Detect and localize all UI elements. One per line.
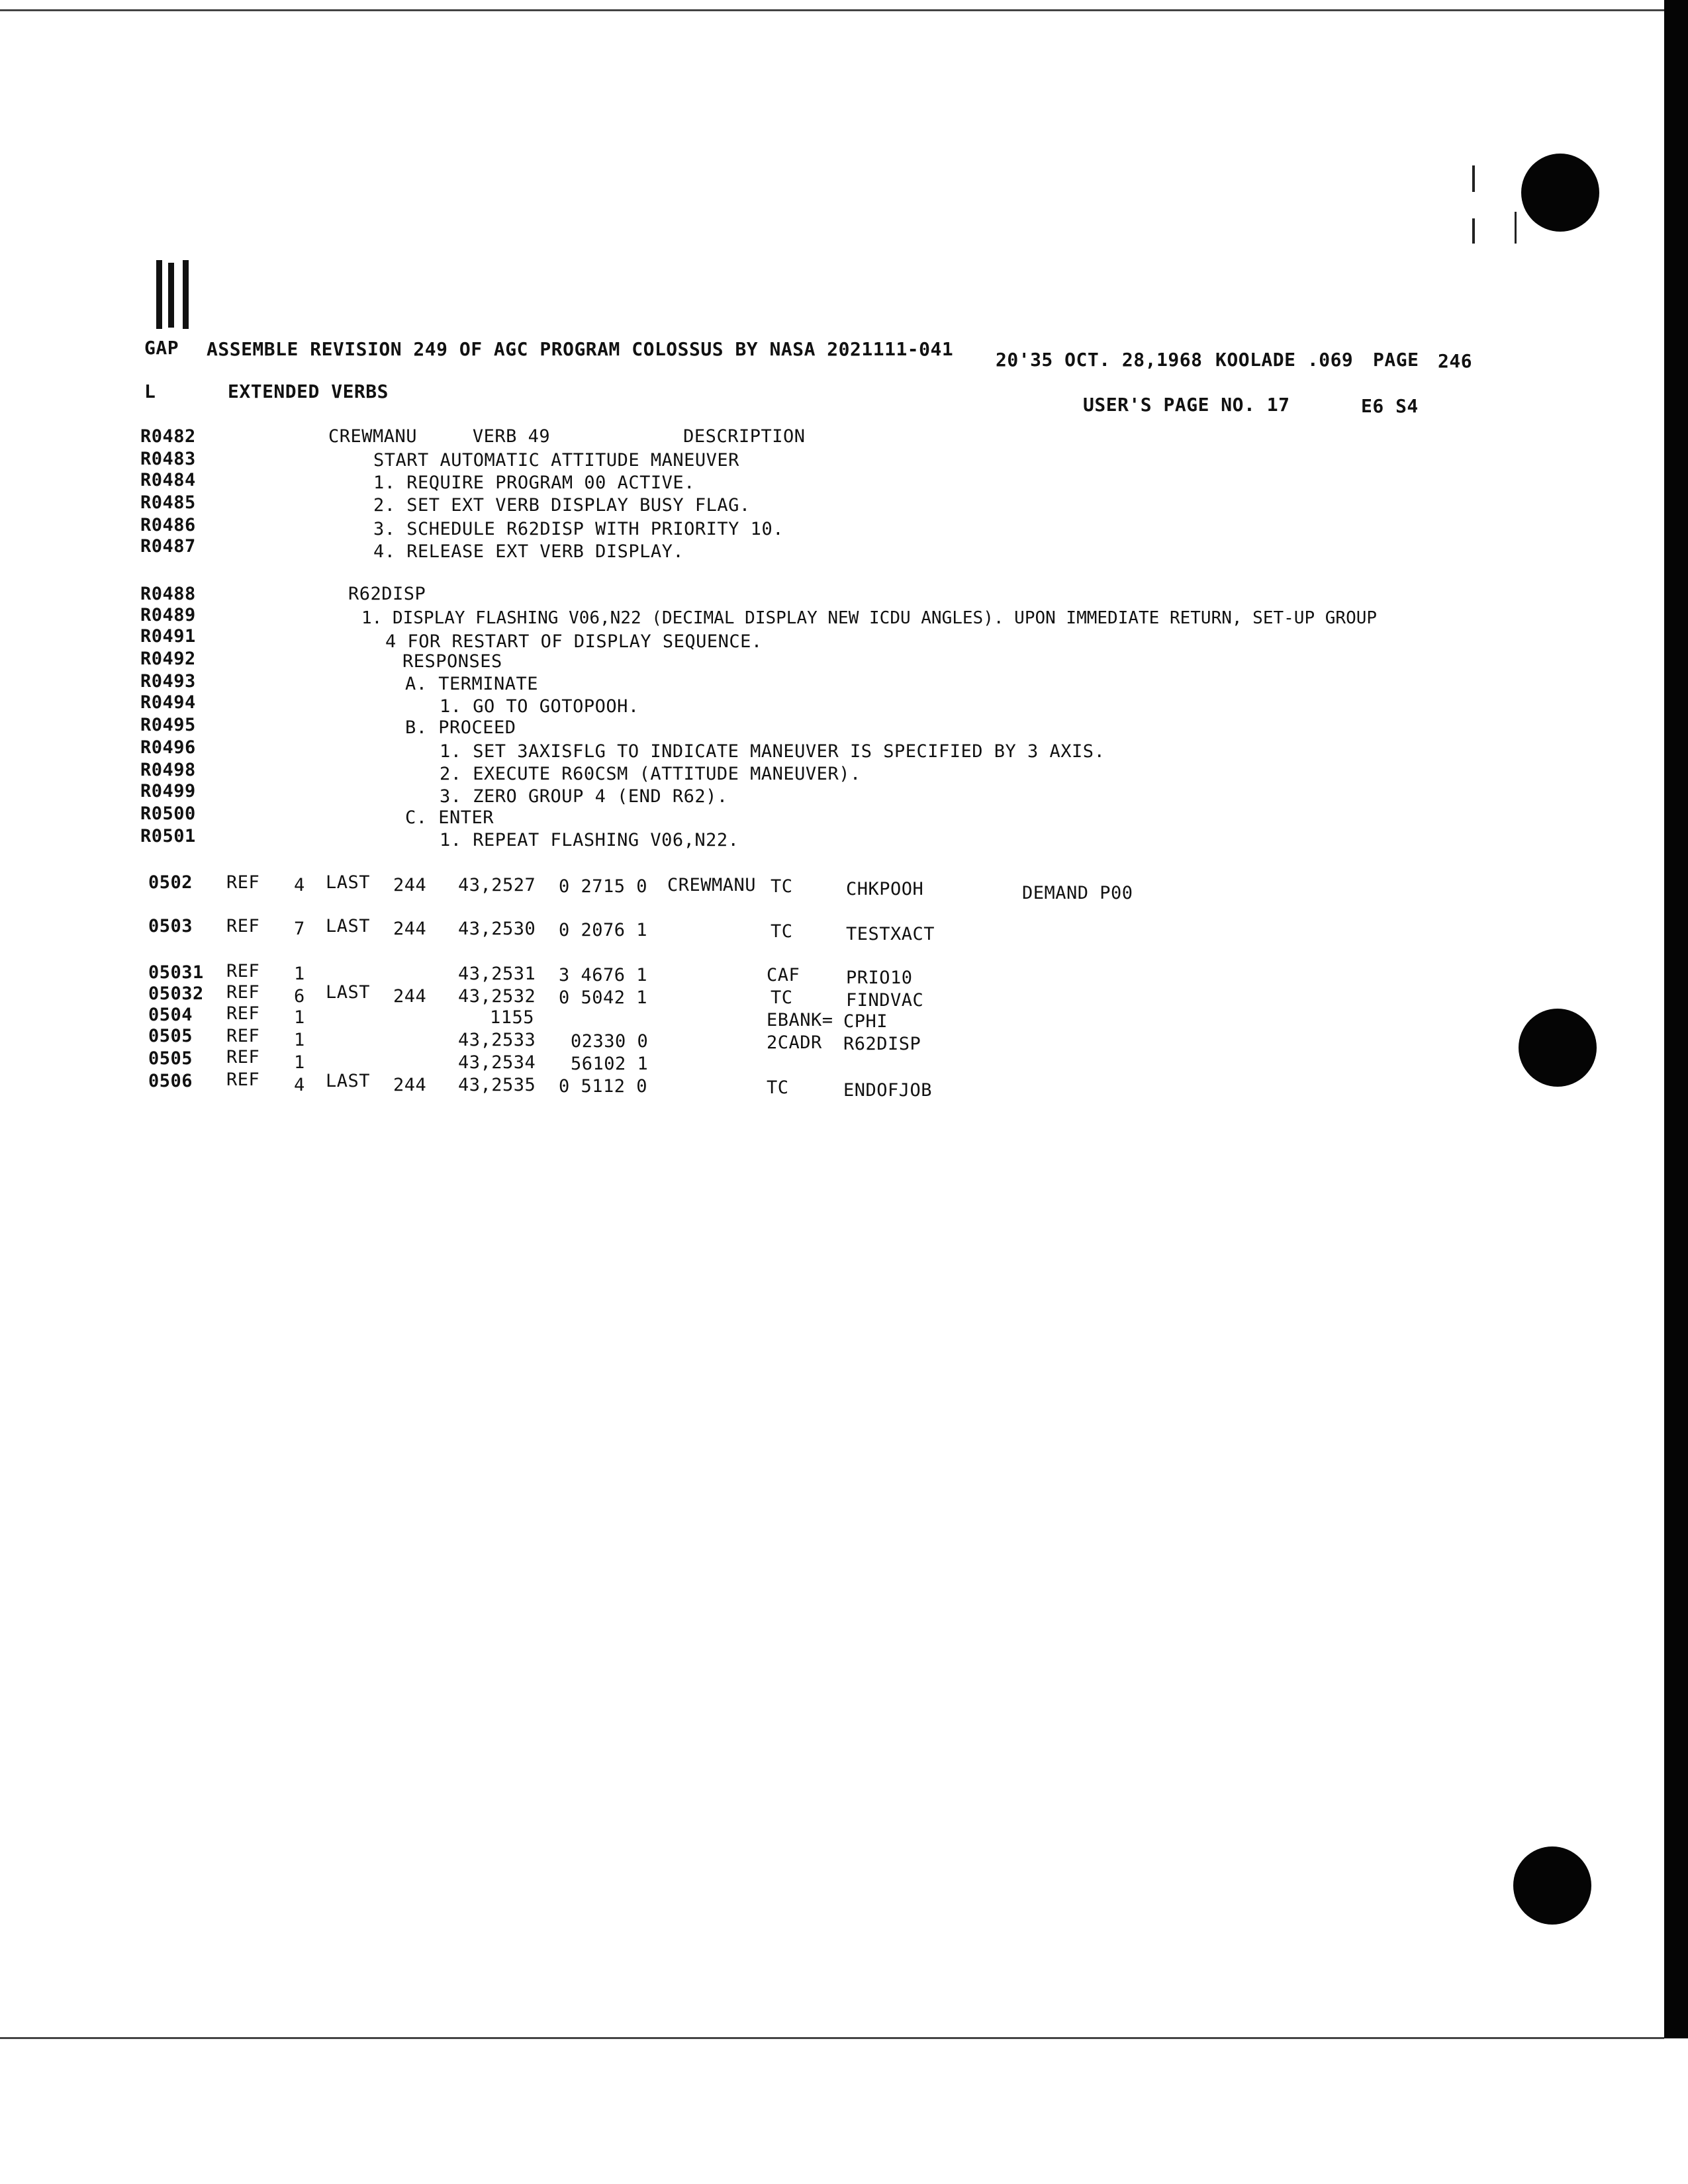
last-flag: LAST — [326, 872, 371, 893]
line-id: R0496 — [140, 737, 196, 758]
section-marker: L — [144, 381, 156, 402]
opcode: TC — [771, 921, 793, 942]
address: 43,2533 — [458, 1030, 536, 1050]
comment-text: 1. GO TO GOTOPOOH. — [440, 696, 639, 717]
line-number: 0505 — [148, 1048, 193, 1069]
line-number: 0502 — [148, 872, 193, 893]
header-page-number: 246 — [1438, 350, 1473, 372]
comment-text: 1. REQUIRE PROGRAM 00 ACTIVE. — [373, 473, 695, 493]
ref-count: 4 — [294, 875, 305, 895]
last-page: 244 — [393, 919, 427, 939]
ref-count: 1 — [294, 964, 305, 984]
ref-flag: REF — [226, 1047, 260, 1068]
address: 43,2531 — [458, 964, 536, 984]
scan-right-edge — [1664, 0, 1688, 2038]
octal-word: 02330 0 — [571, 1031, 649, 1052]
last-flag: LAST — [326, 982, 371, 1003]
opcode: TC — [771, 987, 793, 1008]
comment-text: 2. SET EXT VERB DISPLAY BUSY FLAG. — [373, 495, 751, 516]
punch-hole-icon — [1519, 1009, 1597, 1087]
page-title: ASSEMBLE REVISION 249 OF AGC PROGRAM COLOSSUS BY NASA 2021111-041 — [207, 338, 954, 360]
last-page: 244 — [393, 986, 427, 1007]
operand: TESTXACT — [846, 924, 935, 944]
ref-flag: REF — [226, 1026, 260, 1046]
comment-text: CREWMANU VERB 49 DESCRIPTION — [328, 426, 806, 447]
line-id: R0489 — [140, 605, 196, 625]
octal-word: 0 2715 0 — [559, 876, 648, 897]
line-number: 0505 — [148, 1026, 193, 1046]
octal-word: 0 5042 1 — [559, 987, 648, 1008]
ref-flag: REF — [226, 1003, 260, 1024]
punch-hole-icon — [1513, 1846, 1591, 1925]
line-id: R0491 — [140, 626, 196, 647]
octal-word: 3 4676 1 — [559, 965, 648, 985]
code-label: CREWMANU — [667, 875, 757, 895]
comment-text: 2. EXECUTE R60CSM (ATTITUDE MANEUVER). — [440, 764, 861, 784]
operand: ENDOFJOB — [843, 1080, 933, 1101]
header-code: E6 S4 — [1361, 395, 1419, 417]
line-number: 0504 — [148, 1005, 193, 1025]
line-id: R0501 — [140, 826, 196, 846]
line-number: 05031 — [148, 962, 204, 983]
octal-word: 56102 1 — [571, 1054, 649, 1074]
comment-text: A. TERMINATE — [405, 674, 539, 694]
line-id: R0486 — [140, 515, 196, 535]
section-title: EXTENDED VERBS — [228, 381, 389, 402]
line-id: R0483 — [140, 449, 196, 469]
line-id: R0487 — [140, 536, 196, 557]
line-id: R0485 — [140, 492, 196, 513]
ref-flag: REF — [226, 982, 260, 1003]
ref-flag: REF — [226, 1069, 260, 1090]
comment-text: 4 FOR RESTART OF DISPLAY SEQUENCE. — [385, 631, 763, 652]
comment-text: 1. SET 3AXISFLG TO INDICATE MANEUVER IS SPECIFIED BY 3 AXIS. — [440, 741, 1105, 762]
line-id: R0494 — [140, 692, 196, 713]
operand: CPHI — [843, 1011, 888, 1032]
comment-text: RESPONSES — [402, 651, 502, 672]
comment-text: 3. ZERO GROUP 4 (END R62). — [440, 786, 728, 807]
comment-text: START AUTOMATIC ATTITUDE MANEUVER — [373, 450, 739, 471]
last-page: 244 — [393, 1075, 427, 1095]
line-id: R0500 — [140, 803, 196, 824]
scan-top-edge — [0, 9, 1664, 11]
binder-marks-icon — [151, 260, 195, 332]
line-id: R0484 — [140, 470, 196, 490]
margin-mark — [1515, 212, 1517, 244]
scan-bottom-edge — [0, 2037, 1664, 2039]
comment-text: R62DISP — [348, 584, 426, 604]
line-id: R0488 — [140, 584, 196, 604]
margin-mark — [1472, 165, 1475, 192]
ref-count: 4 — [294, 1075, 305, 1095]
operand: R62DISP — [843, 1034, 921, 1054]
ref-flag: REF — [226, 916, 260, 936]
header-user: KOOLADE .069 — [1215, 349, 1354, 371]
ref-count: 7 — [294, 919, 305, 939]
opcode: TC — [771, 876, 793, 897]
margin-mark — [1472, 218, 1475, 244]
lower-margin — [0, 2040, 1688, 2184]
address: 43,2527 — [458, 875, 536, 895]
line-id: R0482 — [140, 426, 196, 447]
octal-word: 0 5112 0 — [559, 1076, 648, 1097]
ref-flag: REF — [226, 872, 260, 893]
ref-count: 1 — [294, 1030, 305, 1050]
ref-count: 1 — [294, 1007, 305, 1028]
line-id: R0495 — [140, 715, 196, 735]
header-page-label: PAGE — [1373, 349, 1419, 371]
ref-count: 6 — [294, 986, 305, 1007]
opcode: 2CADR — [767, 1032, 822, 1053]
address: 43,2534 — [458, 1052, 536, 1073]
address: 43,2535 — [458, 1075, 536, 1095]
operand: CHKPOOH — [846, 879, 924, 899]
line-id: R0499 — [140, 781, 196, 801]
last-page: 244 — [393, 875, 427, 895]
line-number: 0506 — [148, 1071, 193, 1091]
operand: FINDVAC — [846, 990, 924, 1011]
address: 43,2532 — [458, 986, 536, 1007]
last-flag: LAST — [326, 1071, 371, 1091]
comment-text: C. ENTER — [405, 807, 494, 828]
opcode: TC — [767, 1077, 789, 1098]
user-page-number: USER'S PAGE NO. 17 — [1083, 394, 1290, 416]
comment-text: B. PROCEED — [405, 717, 516, 738]
address: 1155 — [490, 1007, 535, 1028]
header-datetime: 20'35 OCT. 28,1968 — [996, 349, 1203, 371]
opcode: EBANK= — [767, 1010, 833, 1030]
ref-count: 1 — [294, 1052, 305, 1073]
code-comment: DEMAND P00 — [1022, 883, 1133, 903]
line-id: R0498 — [140, 760, 196, 780]
operand: PRIO10 — [846, 968, 913, 988]
comment-text: 1. REPEAT FLASHING V06,N22. — [440, 830, 739, 850]
gap-label: GAP — [144, 337, 179, 359]
comment-text: 4. RELEASE EXT VERB DISPLAY. — [373, 541, 684, 562]
opcode: CAF — [767, 965, 800, 985]
line-id: R0493 — [140, 671, 196, 692]
punch-hole-icon — [1521, 154, 1599, 232]
comment-text: 3. SCHEDULE R62DISP WITH PRIORITY 10. — [373, 519, 784, 539]
last-flag: LAST — [326, 916, 371, 936]
octal-word: 0 2076 1 — [559, 920, 648, 940]
address: 43,2530 — [458, 919, 536, 939]
line-number: 0503 — [148, 916, 193, 936]
comment-text: 1. DISPLAY FLASHING V06,N22 (DECIMAL DISPLAY NEW ICDU ANGLES). UPON IMMEDIATE RETURN, SET-UP GROUP — [361, 608, 1378, 628]
line-id: R0492 — [140, 649, 196, 669]
ref-flag: REF — [226, 961, 260, 981]
line-number: 05032 — [148, 983, 204, 1004]
